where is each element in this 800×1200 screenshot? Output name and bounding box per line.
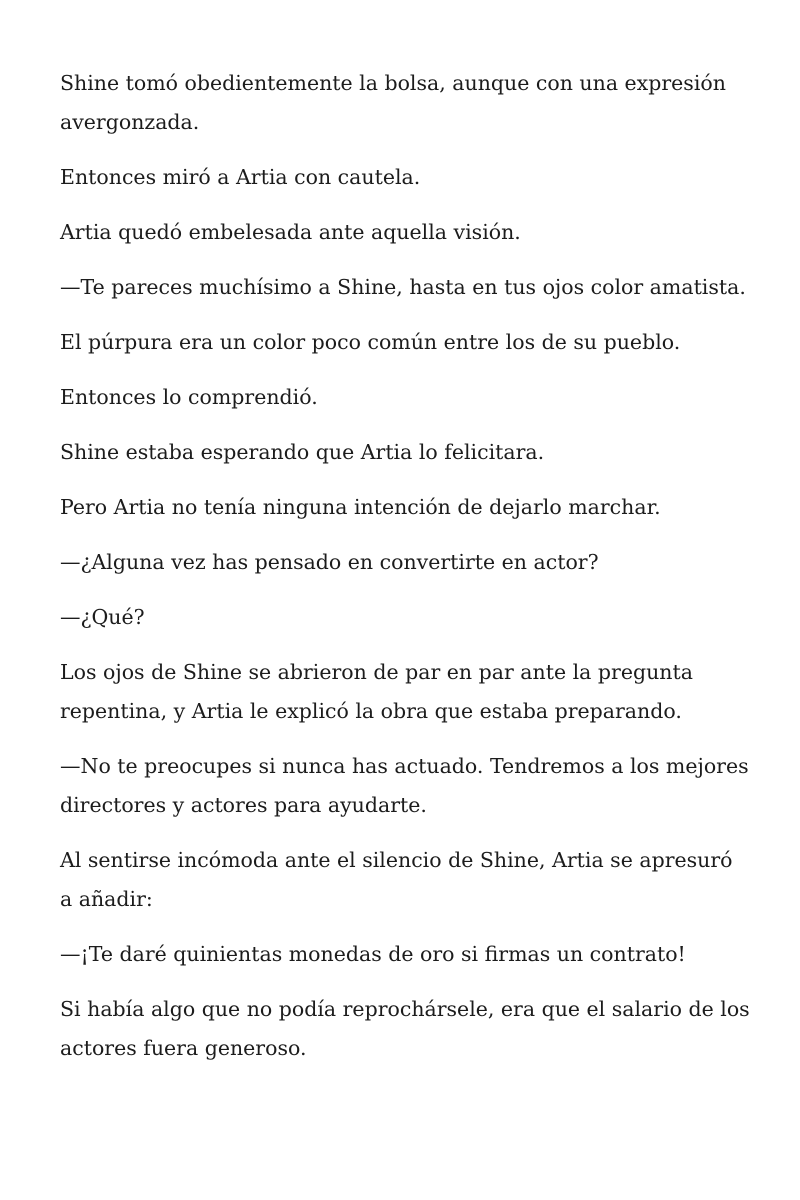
paragraph: Los ojos de Shine se abrieron de par en par ante la pregunta repentina, y Artia le explicó la obra que estaba preparando.: [60, 660, 693, 723]
paragraph: Shine estaba esperando que Artia lo felicitara.: [60, 440, 545, 464]
paragraph: Entonces miró a Artia con cautela.: [60, 165, 421, 189]
paragraph: —¿Alguna vez has pensado en convertirte en actor?: [60, 550, 599, 574]
paragraph: El púrpura era un color poco común entre los de su pueblo.: [60, 330, 681, 354]
paragraph: —No te preocupes si nunca has actuado. Tendremos a los mejores directores y actores para ayudarte.: [60, 754, 749, 817]
paragraph: Pero Artia no tenía ninguna intención de dejarlo marchar.: [60, 495, 661, 519]
paragraph: Si había algo que no podía reprochársele, era que el salario de los actores fuera generoso.: [60, 997, 750, 1060]
paragraph: —Te pareces muchísimo a Shine, hasta en tus ojos color amatista.: [60, 275, 746, 299]
paragraph: Shine tomó obedientemente la bolsa, aunque con una expresión avergonzada.: [60, 71, 726, 134]
paragraph: Entonces lo comprendió.: [60, 385, 318, 409]
paragraph: —¡Te daré quinientas monedas de oro si firmas un contrato!: [60, 942, 686, 966]
paragraph: Al sentirse incómoda ante el silencio de Shine, Artia se apresuró a añadir:: [60, 848, 733, 911]
document-page: [60, 64, 750, 1084]
paragraph: Artia quedó embelesada ante aquella visión.: [60, 220, 521, 244]
paragraph: —¿Qué?: [60, 605, 145, 629]
